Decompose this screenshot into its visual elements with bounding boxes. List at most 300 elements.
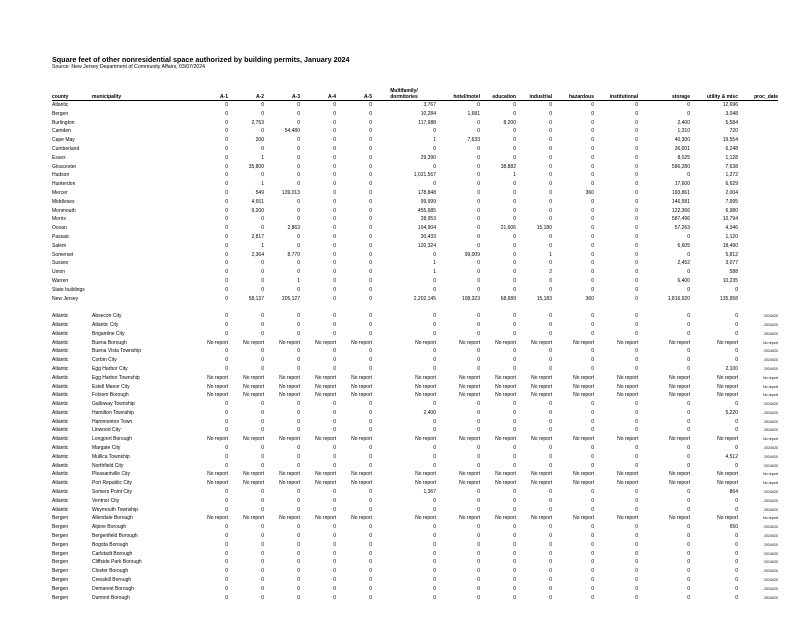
table-cell: 0 [333,348,336,355]
table-cell: 0 [333,110,336,117]
table-cell: 0 [687,462,690,469]
table-cell [92,110,184,119]
table-cell: No report [315,392,336,399]
table-cell: No report [243,339,264,346]
table-cell [92,259,184,268]
table-cell [92,215,184,224]
table-cell: 0 [333,128,336,135]
table-cell: 0 [261,401,264,408]
table-cell: Atlantic [52,497,69,504]
table-cell: 0 [591,154,594,161]
table-cell: 2,364 [251,251,264,258]
table-cell: 0 [591,119,594,126]
table-cell: 0 [635,189,638,196]
table-cell: 0 [297,260,300,267]
table-cell: 10,794 [722,216,738,223]
table-cell: 0 [369,251,372,258]
table-cell: 0 [549,321,552,328]
table-cell: 1,272 [725,172,738,179]
table-cell: 0 [225,489,228,496]
table-cell: 0 [477,445,480,452]
municipality-row [52,594,778,603]
table-cell: 0 [433,348,436,355]
table-cell: 0 [687,559,690,566]
table-cell: 2024020 [764,349,778,354]
table-cell: 0 [687,330,690,337]
table-cell: 0 [635,102,638,108]
table-cell: 0 [687,269,690,276]
table-cell [92,101,184,110]
table-cell: 2024020 [764,490,778,495]
table-cell: 0 [369,541,372,548]
table-cell: 0 [735,445,738,452]
table-cell: 0 [477,207,480,214]
municipality-row [52,330,778,339]
table-cell: 0 [477,357,480,364]
table-cell: 1,310 [677,128,690,135]
table-cell: 0 [477,409,480,416]
table-cell: 0 [687,506,690,513]
table-cell: No report [669,383,690,390]
table-cell: Buena Vista Township [92,348,142,355]
table-cell: 7,995 [725,198,738,205]
table-cell: 0 [297,233,300,240]
table-cell: Longport Borough [92,436,133,443]
table-cell: 0 [225,207,228,214]
municipality-row [52,312,778,321]
table-cell: 0 [549,137,552,144]
table-cell: Atlantic [52,313,69,320]
table-cell [738,215,778,224]
table-cell: 0 [297,594,300,601]
table-cell: Closter Borough [92,568,129,575]
table-cell: 0 [513,348,516,355]
table-cell: 1,681 [467,110,480,117]
table-cell: No report [717,515,738,522]
table-cell: 0 [433,277,436,284]
table-cell [92,295,184,304]
table-cell: Atlantic [52,480,69,487]
table-cell: 0 [513,506,516,513]
table-cell: Atlantic [52,357,69,364]
table-cell: 0 [261,365,264,372]
table-cell: 2024020 [764,428,778,433]
table-cell: 0 [297,348,300,355]
table-cell: 1 [433,260,436,267]
table-cell: No report [351,374,372,381]
table-cell: Atlantic [52,348,69,355]
table-cell: 200 [255,137,264,144]
table-cell: 0 [433,286,436,293]
table-cell: No report [459,392,480,399]
table-cell: 0 [549,189,552,196]
table-cell: No report [763,375,778,380]
table-cell: 0 [297,365,300,372]
table-cell [92,207,184,216]
table-cell: 0 [333,418,336,425]
municipality-row [52,479,778,488]
table-cell: No report [207,383,228,390]
table-cell: Sussex [52,260,69,267]
table-cell: 0 [261,453,264,460]
table-cell: 0 [261,269,264,276]
table-cell: 2024020 [764,595,778,600]
table-cell: 0 [549,286,552,293]
table-cell: 0 [261,445,264,452]
table-cell: 0 [297,453,300,460]
table-cell: 18,490 [722,242,738,249]
county-row [52,189,778,198]
table-cell: 0 [513,577,516,584]
table-cell: 0 [513,330,516,337]
table-cell: 0 [369,242,372,249]
table-cell [738,163,778,172]
table-cell: Monmouth [52,207,76,214]
table-cell: No report [495,436,516,443]
table-cell: 0 [297,559,300,566]
table-cell [738,286,778,295]
table-cell: No report [279,339,300,346]
table-cell: 0 [477,260,480,267]
table-cell: 0 [687,427,690,434]
table-cell: 0 [225,154,228,161]
table-cell: 0 [333,181,336,188]
table-cell: No report [351,383,372,390]
table-cell: 0 [333,321,336,328]
municipality-row [52,347,778,356]
table-cell: 0 [591,506,594,513]
table-cell: 0 [591,145,594,152]
table-cell: 0 [591,102,594,108]
table-cell: 0 [433,524,436,531]
table-cell: 2,202,145 [413,295,436,302]
table-cell: 0 [297,427,300,434]
table-cell: 0 [477,242,480,249]
table-cell: 0 [549,216,552,223]
table-cell: 0 [549,506,552,513]
table-cell: 0 [635,427,638,434]
table-body [52,101,778,603]
table-cell: 0 [225,216,228,223]
table-cell: 0 [591,172,594,179]
table-cell: 2024020 [764,578,778,583]
table-cell: 0 [369,172,372,179]
table-cell: 7,633 [467,137,480,144]
table-cell: 0 [297,110,300,117]
table-cell: 0 [369,559,372,566]
table-cell: No report [573,471,594,478]
table-cell: 0 [261,585,264,592]
county-row [52,251,778,260]
table-cell: 0 [735,348,738,355]
table-cell: Salem [52,242,67,249]
table-cell: 0 [225,559,228,566]
table-cell: 0 [369,225,372,232]
municipality-row [52,558,778,567]
table-cell: 0 [635,172,638,179]
table-cell: No report [531,436,552,443]
table-cell: 0 [477,550,480,557]
table-cell [738,189,778,198]
table-cell: 0 [635,181,638,188]
table-cell: 0 [369,401,372,408]
table-cell: No report [617,383,638,390]
table-cell: 0 [477,216,480,223]
table-cell: No report [415,515,436,522]
table-cell: 0 [549,524,552,531]
table-cell: 455,685 [417,207,436,214]
table-cell: 0 [549,365,552,372]
table-cell: Atlantic [52,321,69,328]
table-cell: 0 [687,445,690,452]
table-cell: Bergen [52,533,69,540]
table-cell: 0 [591,216,594,223]
table-cell: 0 [635,207,638,214]
column-header: industrial [516,86,552,101]
municipality-row [52,374,778,383]
table-cell: 0 [477,154,480,161]
table-cell: 0 [591,277,594,284]
county-row [52,180,778,189]
table-cell: 0 [433,321,436,328]
table-cell: 0 [687,418,690,425]
table-cell: No report [669,392,690,399]
table-cell: 0 [635,489,638,496]
table-cell: 0 [549,357,552,364]
table-cell: 0 [333,295,336,302]
table-cell: 4,651 [251,198,264,205]
table-cell [738,251,778,260]
table-cell: 0 [687,533,690,540]
table-cell: No report [315,339,336,346]
table-cell: Northfield City [92,462,124,469]
table-cell: 0 [261,330,264,337]
table-cell: No report [763,340,778,345]
table-cell: 864 [729,489,738,496]
table-cell: No report [243,515,264,522]
table-cell: 0 [369,418,372,425]
table-cell: 0 [549,568,552,575]
table-cell: 193,861 [671,189,690,196]
table-cell: 0 [477,365,480,372]
table-cell: 108,323 [461,295,480,302]
table-cell: 0 [477,145,480,152]
column-header: institutional [594,86,638,101]
table-cell: 0 [513,145,516,152]
column-header: proc_date [738,86,778,101]
municipality-row [52,356,778,365]
table-cell [738,136,778,145]
table-cell: 0 [433,550,436,557]
table-cell: 0 [369,145,372,152]
table-cell: 0 [591,357,594,364]
table-cell: No report [763,481,778,486]
table-cell: 0 [687,233,690,240]
table-cell: 0 [261,277,264,284]
table-cell: 0 [635,506,638,513]
table-cell: 0 [261,497,264,504]
table-cell: No report [207,339,228,346]
table-cell: 122,366 [671,207,690,214]
table-cell: 2024020 [764,331,778,336]
section-spacer [52,303,778,312]
table-cell: 0 [687,365,690,372]
municipality-row [52,435,778,444]
table-cell: Atlantic [52,374,69,381]
table-cell: 0 [549,348,552,355]
table-cell: 0 [369,198,372,205]
table-cell: 0 [225,225,228,232]
table-cell: 0 [635,137,638,144]
table-cell: No report [279,471,300,478]
table-cell: 0 [333,550,336,557]
table-cell: 549 [255,189,264,196]
table-cell: No report [573,383,594,390]
municipality-row [52,470,778,479]
table-cell: 0 [549,427,552,434]
county-row [52,207,778,216]
table-cell: No report [531,392,552,399]
table-cell: 0 [477,585,480,592]
table-cell: 0 [687,357,690,364]
table-cell: 0 [635,365,638,372]
table-cell: 0 [369,462,372,469]
table-cell: 0 [735,427,738,434]
table-cell: 0 [513,321,516,328]
table-cell: 0 [477,489,480,496]
table-cell: No report [495,339,516,346]
table-cell: 0 [477,427,480,434]
table-cell: 0 [477,401,480,408]
table-cell: 0 [513,102,516,108]
table-cell: 0 [591,489,594,496]
column-header: education [480,86,516,101]
county-row [52,127,778,136]
table-cell: Atlantic [52,401,69,408]
table-cell: 0 [297,242,300,249]
table-cell: 0 [549,594,552,601]
table-cell: 0 [635,401,638,408]
table-cell: 0 [735,577,738,584]
table-cell: Hunterdon [52,181,76,188]
table-cell: 4,512 [725,453,738,460]
table-cell: 0 [369,128,372,135]
table-cell: No report [669,480,690,487]
table-cell: 0 [333,145,336,152]
table-cell: 0 [513,533,516,540]
table-cell: 0 [513,286,516,293]
table-cell: 0 [687,497,690,504]
table-cell: 0 [261,172,264,179]
table-cell: 0 [225,137,228,144]
table-cell: 0 [477,524,480,531]
table-cell: 0 [591,427,594,434]
table-cell: 0 [513,233,516,240]
table-cell: 0 [591,497,594,504]
table-cell: 0 [549,577,552,584]
table-cell: 0 [635,260,638,267]
table-cell: 0 [261,128,264,135]
table-cell: 0 [297,154,300,161]
table-cell [738,154,778,163]
table-cell: 0 [477,181,480,188]
table-cell: 0 [477,163,480,170]
table-cell: 2024020 [764,419,778,424]
table-cell: 0 [513,462,516,469]
table-cell: No report [573,436,594,443]
municipality-row [52,365,778,374]
table-cell: 0 [261,313,264,320]
table-cell: 0 [549,102,552,108]
table-cell: 0 [591,550,594,557]
municipality-row [52,444,778,453]
table-cell: 0 [333,445,336,452]
table-cell: 0 [687,172,690,179]
table-cell: 0 [635,110,638,117]
municipality-row [52,585,778,594]
table-cell: 720 [729,128,738,135]
table-cell [92,163,184,172]
table-cell: No report [207,392,228,399]
table-cell: 2,400 [423,409,436,416]
table-cell: 1,021,567 [413,172,436,179]
table-cell: 0 [261,286,264,293]
table-cell: No report [415,471,436,478]
table-cell: 0 [369,321,372,328]
table-cell [92,171,184,180]
table-cell: 0 [261,506,264,513]
table-cell: 0 [687,453,690,460]
table-cell: 0 [735,585,738,592]
table-cell: Somers Point City [92,489,133,496]
table-cell: 0 [297,418,300,425]
table-cell: Atlantic [52,409,69,416]
table-cell: 0 [225,260,228,267]
table-cell: 0 [225,313,228,320]
table-cell: 2024020 [764,410,778,415]
table-cell: No report [207,436,228,443]
table-cell: No report [415,480,436,487]
table-cell: 0 [477,321,480,328]
table-cell: 0 [225,110,228,117]
table-cell: 0 [297,409,300,416]
county-row [52,136,778,145]
table-cell: 0 [369,577,372,584]
table-cell: 0 [635,577,638,584]
table-cell: Burlington [52,119,75,126]
table-cell: 0 [635,198,638,205]
table-cell: No report [717,374,738,381]
table-cell: 0 [513,427,516,434]
table-cell: 0 [225,233,228,240]
table-cell: 0 [225,251,228,258]
table-cell: 2024020 [764,525,778,530]
table-cell [92,268,184,277]
table-cell: Bergen [52,110,69,117]
table-cell: 0 [549,401,552,408]
table-cell: 0 [225,533,228,540]
table-cell: 117,988 [418,119,436,126]
table-cell [738,268,778,277]
table-cell: 0 [735,418,738,425]
table-cell: 0 [687,102,690,108]
table-cell: 0 [433,453,436,460]
table-cell: 0 [477,189,480,196]
table-cell: 0 [225,145,228,152]
table-cell: No report [573,515,594,522]
table-cell: 0 [333,533,336,540]
table-cell: 0 [225,277,228,284]
